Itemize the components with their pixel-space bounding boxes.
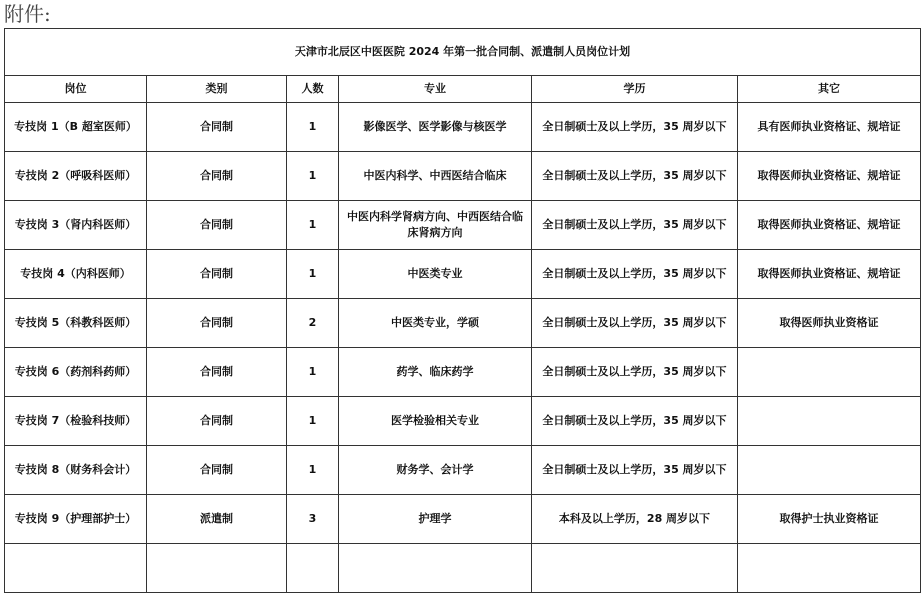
cell-post: 专技岗 1（B 超室医师） xyxy=(5,103,147,152)
cell-major: 财务学、会计学 xyxy=(339,446,532,495)
cell-category: 合同制 xyxy=(147,348,287,397)
cell-education: 全日制硕士及以上学历，35 周岁以下 xyxy=(532,152,738,201)
cell-education: 全日制硕士及以上学历，35 周岁以下 xyxy=(532,103,738,152)
header-category: 类别 xyxy=(147,76,287,103)
cell-category: 合同制 xyxy=(147,299,287,348)
cell-post: 专技岗 2（呼吸科医师） xyxy=(5,152,147,201)
cell-major: 药学、临床药学 xyxy=(339,348,532,397)
cell-category: 合同制 xyxy=(147,250,287,299)
cell-category: 合同制 xyxy=(147,446,287,495)
cell-category: 合同制 xyxy=(147,201,287,250)
table-row xyxy=(5,103,921,152)
table-row xyxy=(5,348,921,397)
empty-cell xyxy=(287,544,339,593)
cell-other xyxy=(738,348,921,397)
empty-cell xyxy=(738,544,921,593)
cell-major: 中医类专业，学硕 xyxy=(339,299,532,348)
cell-count: 1 xyxy=(287,397,339,446)
cell-post: 专技岗 4（内科医师） xyxy=(5,250,147,299)
empty-cell xyxy=(532,544,738,593)
cell-post: 专技岗 5（科教科医师） xyxy=(5,299,147,348)
cell-other: 取得医师执业资格证、规培证 xyxy=(738,152,921,201)
cell-other: 具有医师执业资格证、规培证 xyxy=(738,103,921,152)
table-title-row xyxy=(5,29,921,76)
header-education: 学历 xyxy=(532,76,738,103)
table-row xyxy=(5,299,921,348)
cell-post: 专技岗 7（检验科技师） xyxy=(5,397,147,446)
cell-count: 1 xyxy=(287,446,339,495)
table-title: 天津市北辰区中医医院 2024 年第一批合同制、派遣制人员岗位计划 xyxy=(5,29,921,76)
table-row xyxy=(5,397,921,446)
header-major: 专业 xyxy=(339,76,532,103)
cell-other: 取得医师执业资格证、规培证 xyxy=(738,250,921,299)
cell-major: 中医类专业 xyxy=(339,250,532,299)
cell-count: 1 xyxy=(287,103,339,152)
cell-major: 中医内科学、中西医结合临床 xyxy=(339,152,532,201)
cell-other xyxy=(738,397,921,446)
cell-post: 专技岗 8（财务科会计） xyxy=(5,446,147,495)
cell-count: 1 xyxy=(287,152,339,201)
cell-count: 1 xyxy=(287,250,339,299)
cell-education: 全日制硕士及以上学历，35 周岁以下 xyxy=(532,446,738,495)
cell-major: 护理学 xyxy=(339,495,532,544)
table-row xyxy=(5,152,921,201)
cell-other: 取得医师执业资格证、规培证 xyxy=(738,201,921,250)
table-row xyxy=(5,201,921,250)
attachment-label: 附件: xyxy=(4,2,51,26)
cell-other: 取得医师执业资格证 xyxy=(738,299,921,348)
cell-education: 全日制硕士及以上学历，35 周岁以下 xyxy=(532,299,738,348)
table-row xyxy=(5,446,921,495)
cell-major: 医学检验相关专业 xyxy=(339,397,532,446)
empty-cell xyxy=(147,544,287,593)
cell-count: 2 xyxy=(287,299,339,348)
cell-other: 取得护士执业资格证 xyxy=(738,495,921,544)
table-row xyxy=(5,495,921,544)
cell-education: 全日制硕士及以上学历，35 周岁以下 xyxy=(532,201,738,250)
cell-education: 本科及以上学历，28 周岁以下 xyxy=(532,495,738,544)
cell-count: 1 xyxy=(287,348,339,397)
cell-major: 中医内科学肾病方向、中西医结合临床肾病方向 xyxy=(339,201,532,250)
table-header-row xyxy=(5,76,921,103)
header-post: 岗位 xyxy=(5,76,147,103)
cell-education: 全日制硕士及以上学历，35 周岁以下 xyxy=(532,348,738,397)
cell-other xyxy=(738,446,921,495)
cell-major: 影像医学、医学影像与核医学 xyxy=(339,103,532,152)
cell-post: 专技岗 9（护理部护士） xyxy=(5,495,147,544)
empty-cell xyxy=(339,544,532,593)
cell-education: 全日制硕士及以上学历，35 周岁以下 xyxy=(532,397,738,446)
table-row xyxy=(5,250,921,299)
cell-category: 派遣制 xyxy=(147,495,287,544)
cell-post: 专技岗 3（肾内科医师） xyxy=(5,201,147,250)
empty-table-row xyxy=(5,544,921,593)
cell-post: 专技岗 6（药剂科药师） xyxy=(5,348,147,397)
position-plan-table xyxy=(4,28,921,593)
cell-category: 合同制 xyxy=(147,103,287,152)
cell-count: 3 xyxy=(287,495,339,544)
header-count: 人数 xyxy=(287,76,339,103)
empty-cell xyxy=(5,544,147,593)
cell-education: 全日制硕士及以上学历，35 周岁以下 xyxy=(532,250,738,299)
cell-count: 1 xyxy=(287,201,339,250)
cell-category: 合同制 xyxy=(147,397,287,446)
header-other: 其它 xyxy=(738,76,921,103)
cell-category: 合同制 xyxy=(147,152,287,201)
